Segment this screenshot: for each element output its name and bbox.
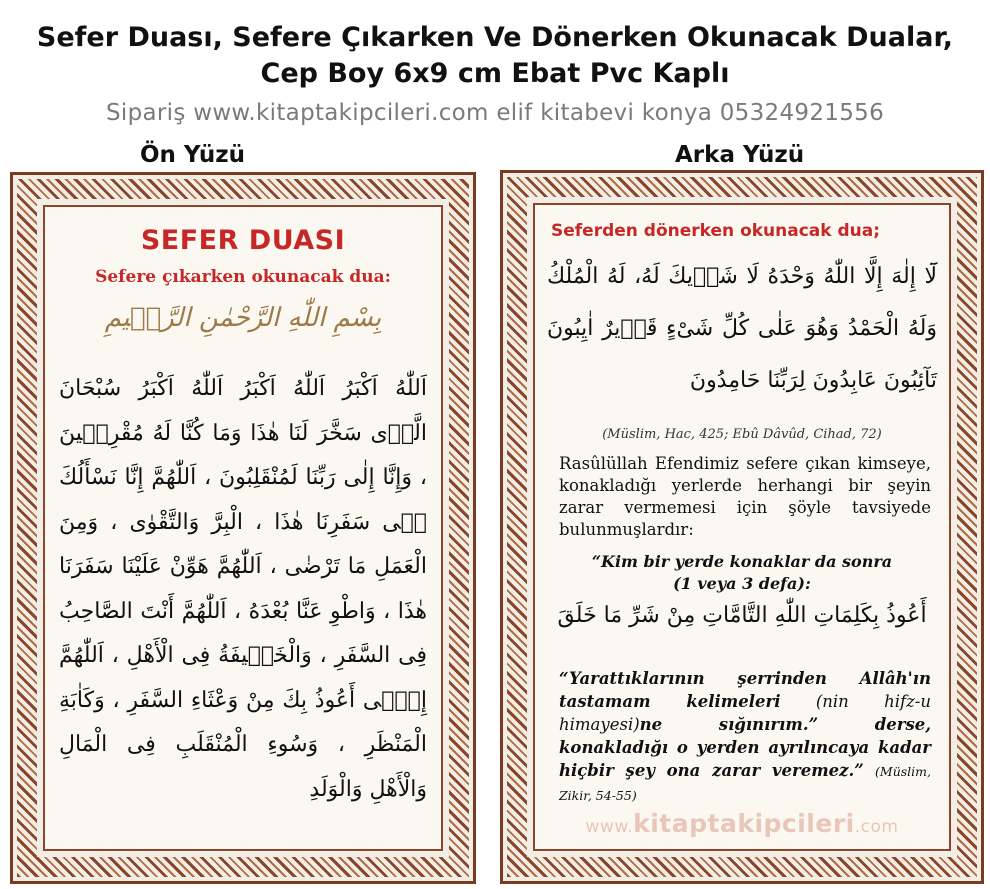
- order-info-subtitle: Sipariş www.kitaptakipcileri.com elif kitabevi konya 05324921556: [105, 100, 885, 126]
- translation-part-2: (nin hifz-u himayesi): [559, 692, 932, 734]
- translation-part-1: “Yarattıklarının şerrinden Allâh'ın tastamam kelimeleri: [559, 669, 931, 711]
- protection-prayer-arabic-text: أَعُوذُ بِكَلِمَاتِ اللّٰهِ التَّامَّاتِ مِنْ شَرِّ مَا خَلَقَ: [557, 603, 927, 628]
- back-side-label: Arka Yüzü: [675, 142, 805, 168]
- back-card-content: [533, 203, 951, 851]
- quote-intro: [535, 551, 949, 595]
- site-watermark: [535, 809, 949, 838]
- basmala-calligraphy: بِسْمِ اللّٰهِ الرَّحْمٰنِ الرَّح۪يمِ: [104, 303, 382, 333]
- hadith-source-1: (Müslim, Hac, 425; Ebû Dâvûd, Cihad, 72): [602, 427, 882, 442]
- front-card-subtitle: Sefere çıkarken okunacak dua:: [95, 267, 391, 287]
- front-card-content: [43, 205, 443, 851]
- front-card: [10, 172, 476, 884]
- quote-line-2: (1 veya 3 defa):: [673, 574, 811, 593]
- watermark-main: kitaptakipcileri: [633, 809, 855, 838]
- watermark-suffix: .com: [854, 817, 899, 837]
- translation-part-3: ne sığınırım.” derse, konakladığı o yerden ayrılıncaya kadar hiçbir şey ona zarar veremez.”: [559, 715, 931, 780]
- watermark-prefix: www.: [585, 817, 634, 837]
- hadith-source-2: (Müslim, Zikir, 54-55): [559, 764, 931, 803]
- front-side-label: Ön Yüzü: [140, 142, 246, 168]
- sefer-prayer-arabic-text: اَللّٰهُ اَكْبَرُ اَللّٰهُ اَكْبَرُ اَللّٰهُ اَكْبَرُ سُبْحَانَ الَّذ۪ى سَخَّرَ لَنَا هٰذَا وَمَا كُنَّا لَهُ مُقْرِن۪ينَ ، وَإِنَّا إِلٰى رَبِّنَا لَمُنْقَلِبُونَ ، اَللّٰهُمَّ إِنَّا نَسْأَلُكَ ف۪ى سَفَرِنَا هٰذَا ، الْبِرَّ وَالتَّقْوٰى ، وَمِنَ الْعَمَلِ مَا تَرْضٰى ، اَللّٰهُمَّ هَوِّنْ عَلَيْنَا سَفَرَنَا هٰذَا ، وَاطْوِ عَنَّا بُعْدَهُ ، اَللّٰهُمَّ أَنْتَ الصَّاحِبُ فِى السَّفَرِ ، وَالْخَل۪يفَةُ فِى الْأَهْلِ ، اَللّٰهُمَّ إِنّ۪ى أَعُوذُ بِكَ مِنْ وَعْثَاءِ السَّفَرِ ، وَكَاٰبَةِ الْمَنْظَرِ ، وَسُوءِ الْمُنْقَلَبِ فِى الْمَالِ وَالْأَهْلِ وَالْوَلَدِ: [59, 376, 427, 802]
- page-title-line-1: Sefer Duası, Sefere Çıkarken Ve Dönerken Okunacak Dualar,: [36, 22, 954, 53]
- back-card-title: Seferden dönerken okunacak dua;: [551, 221, 881, 241]
- front-card-title: SEFER DUASI: [140, 225, 346, 256]
- translation-paragraph: [559, 667, 931, 807]
- advice-paragraph: Rasûlüllah Efendimiz sefere çıkan kimseye, konakladığı yerlerde herhangi bir şeyin zarar vermemesi için şöyle tavsiyede bulunmuşlardır:: [559, 454, 931, 539]
- back-card: [500, 170, 984, 884]
- page-title-line-2: Cep Boy 6x9 cm Ebat Pvc Kaplı: [260, 58, 730, 89]
- return-prayer-arabic-text: لَٓا إِلٰهَ إِلَّا اللّٰهُ وَحْدَهُ لَا شَر۪يكَ لَهُ، لَهُ الْمُلْكُ وَلَهُ الْحَمْدُ وَهُوَ عَلٰى كُلِّ شَىْءٍ قَد۪يرٌ اٰيِبُونَ تَآئِبُونَ عَابِدُونَ لِرَبِّنَا حَامِدُونَ: [547, 264, 937, 393]
- quote-line-1: “Kim bir yerde konaklar da sonra: [591, 552, 893, 571]
